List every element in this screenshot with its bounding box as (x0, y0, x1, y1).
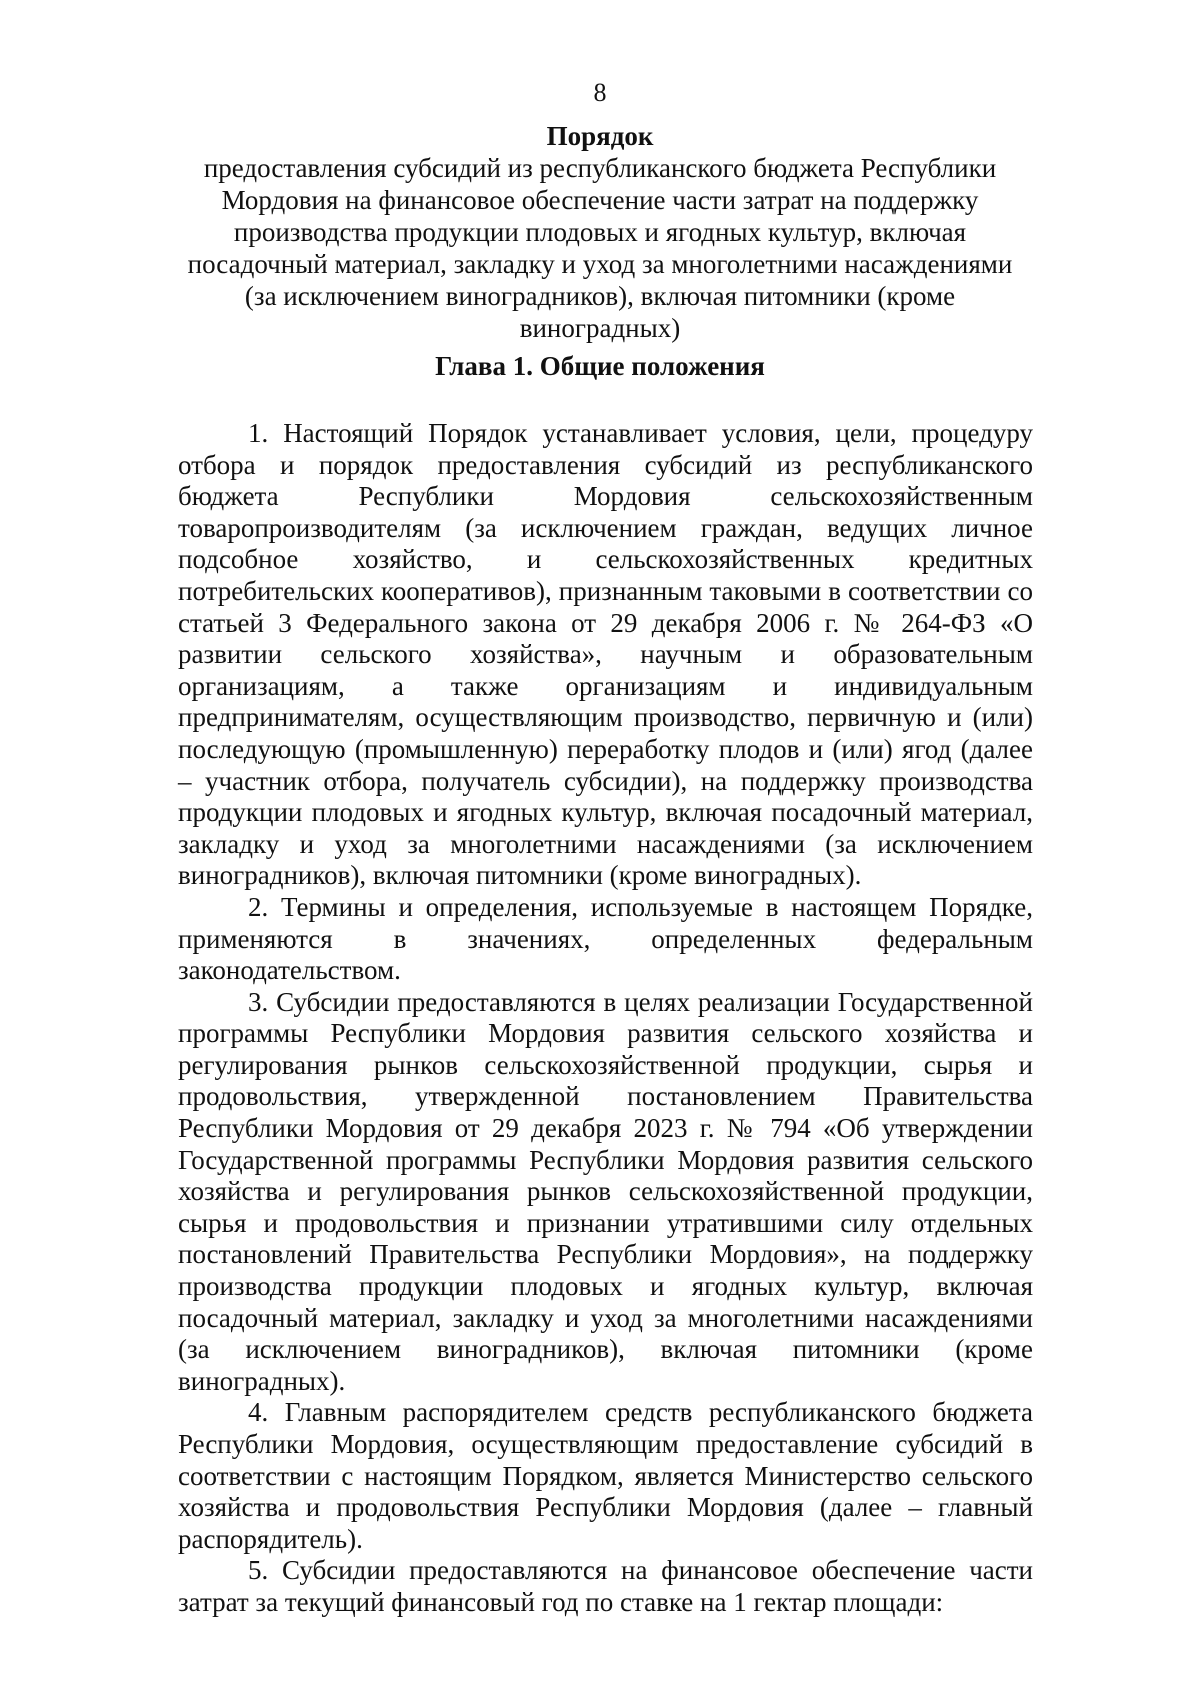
paragraph-2: 2. Термины и определения, используемые в настоящем Порядке, применяются в значениях, определенных федеральным законодательством. (178, 891, 1033, 986)
paragraph-5: 5. Субсидии предоставляются на финансовое обеспечение части затрат за текущий финансовый год по ставке на 1 гектар площади: (178, 1555, 1033, 1617)
document-body (178, 418, 1033, 1619)
page-number: 8 (593, 78, 607, 107)
paragraph-1: 1. Настоящий Порядок устанавливает условия, цели, процедуру отбора и порядок предоставления субсидий из республиканского бюджета Республики Мордовия сельскохозяйственным товаропроизводителям (за исключением граждан, ведущих личное подсобное хозяйство, и сельскохозяйственных кредитных потребительских кооперативов), признанным таковыми в соответствии со статьей 3 Федерального закона от 29 декабря 2006 г. № 264-ФЗ «О развитии сельского хозяйства», научным и образовательным организациям, а также организациям и индивидуальным предпринимателям, осуществляющим производство, первичную и (или) последующую (промышленную) переработку плодов и (или) ягод (далее – участник отбора, получатель субсидии), на поддержку производства продукции плодовых и ягодных культур, включая посадочный материал, закладку и уход за многолетними насаждениями (за исключением виноградников), включая питомники (кроме виноградных). (178, 418, 1033, 891)
paragraph-3: 3. Субсидии предоставляются в целях реализации Государственной программы Республики Мордовия развития сельского хозяйства и регулирования рынков сельскохозяйственной продукции, сырья и продовольствия, утвержденной постановлением Правительства Республики Мордовия от 29 декабря 2023 г. № 794 «Об утверждении Государственной программы Республики Мордовия развития сельского хозяйства и регулирования рынков сельскохозяйственной продукции, сырья и продовольствия и признании утратившими силу отдельных постановлений Правительства Республики Мордовия», на поддержку производства продукции плодовых и ягодных культур, включая посадочный материал, закладку и уход за многолетними насаждениями (за исключением виноградников), включая питомники (кроме виноградных). (178, 986, 1033, 1396)
paragraph-4: 4. Главным распорядителем средств республиканского бюджета Республики Мордовия, осуществляющим предоставление субсидий в соответствии с настоящим Порядком, является Министерство сельского хозяйства и продовольствия Республики Мордовия (далее – главный распорядитель). (178, 1397, 1033, 1554)
chapter-heading: Глава 1. Общие положения (435, 351, 765, 381)
document-title: Порядок (546, 121, 654, 151)
document-subtitle: предоставления субсидий из республиканского бюджета Республики Мордовия на финансовое обеспечение части затрат на поддержку производства продукции плодовых и ягодных культур, включая посадочный материал, закладку и уход за многолетними насаждениями (за исключением виноградников), включая питомники (кроме виноградных) (187, 153, 1013, 343)
